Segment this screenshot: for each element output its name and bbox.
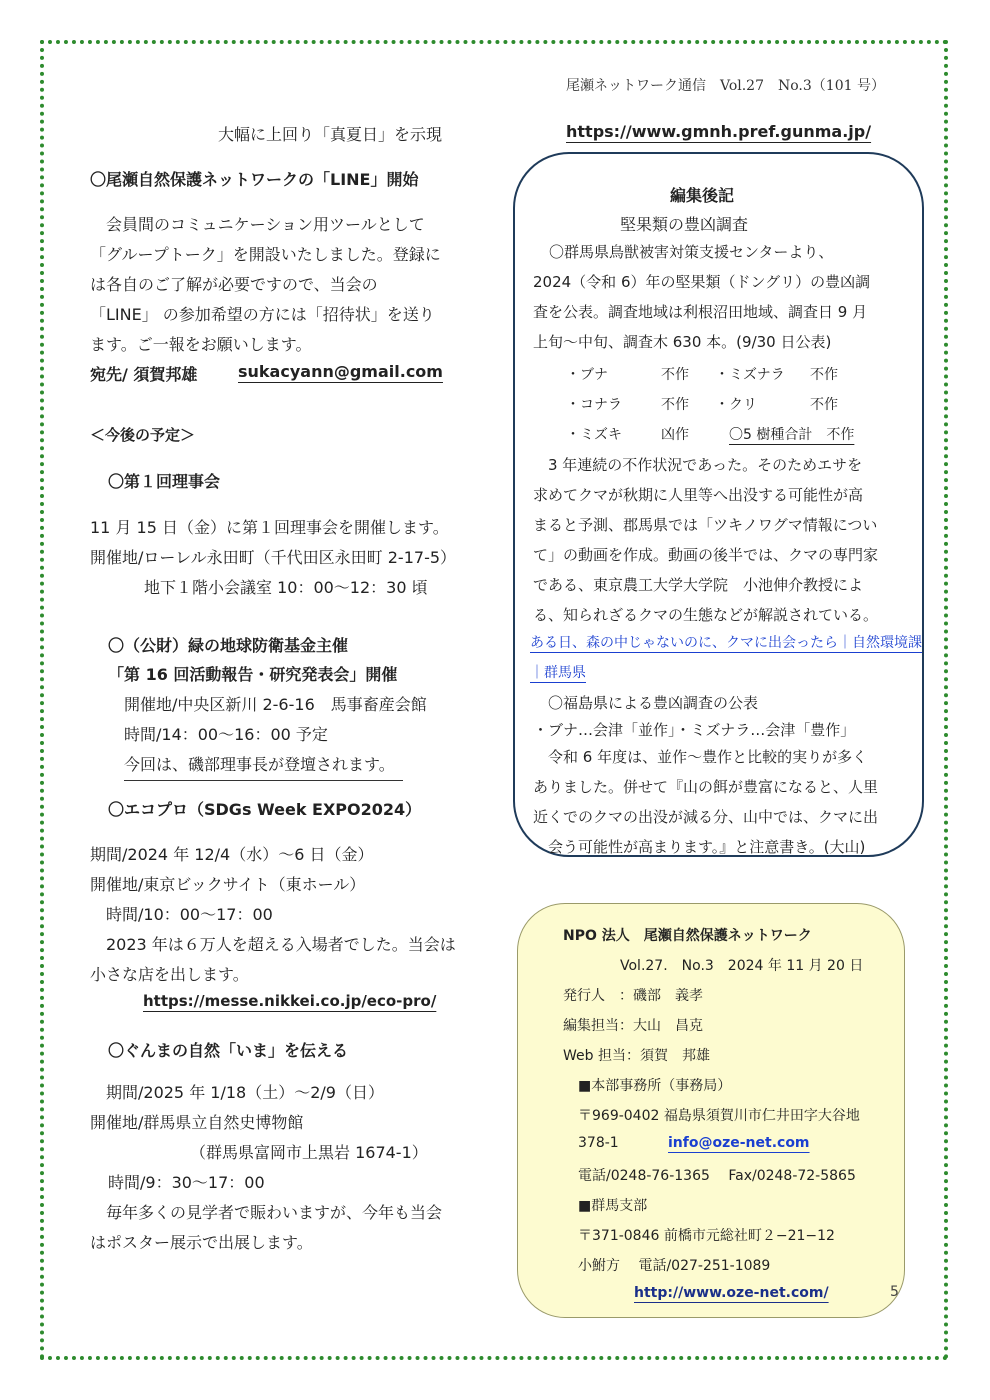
body-line: 時間/10：00〜17：00: [90, 905, 273, 924]
editor-note-body-2: [533, 450, 878, 630]
editor-note-body-1: [533, 237, 870, 357]
hq-address-2: 378-1: [578, 1135, 619, 1151]
body-line: 時間/9：30〜17：00: [108, 1173, 265, 1192]
hq-heading: ■本部事務所（事務局）: [578, 1078, 732, 1094]
editor-note-body-3: [533, 742, 878, 862]
board-meeting-body: [90, 513, 456, 603]
body-line: 開催地/群馬県立自然史博物館: [90, 1113, 304, 1132]
body-line: 毎年多くの見学者で賑わいますが、今年も当会: [90, 1203, 443, 1222]
editor-note-title: 編集後記: [670, 186, 735, 205]
body-line: 3 年連続の不作状況であった。そのためエサを: [533, 456, 863, 474]
org-name: NPO 法人 尾瀬自然保護ネットワーク: [563, 928, 812, 944]
body-line: 会う可能性が高まります。』と注意書き。(大山): [533, 838, 866, 856]
harvest-result: 凶作: [661, 427, 689, 443]
body-line: 上旬〜中旬、調査木 630 本。(9/30 日公表): [533, 333, 832, 351]
body-line: 近くでのクマの出没が減る分、山中では、クマに出: [533, 808, 879, 826]
page-number: 5: [890, 1284, 899, 1300]
body-line: 開催地/東京ビックサイト（東ホール）: [90, 875, 366, 894]
body-line: 会員間のコミュニケーション用ツールとして: [90, 215, 425, 234]
newsletter-header: 尾瀬ネットワーク通信 Vol.27 No.3（101 号）: [566, 78, 885, 94]
body-line: る、知られざるクマの生態などが解説されている。: [533, 606, 879, 624]
gunma-nature-body: [90, 1078, 442, 1258]
editor-in-charge: 編集担当：大山 昌克: [563, 1018, 703, 1034]
board-meeting-title: 〇第１回理事会: [108, 472, 221, 491]
body-line: ありました。併せて『山の餌が豊富になると、人里: [533, 778, 879, 796]
bear-video-link[interactable]: ある日、森の中じゃないのに、クマに出会ったら｜自然環境課: [530, 635, 922, 651]
ecopro-title: 〇エコプロ（SDGs Week EXPO2024）: [108, 800, 422, 819]
body-line: まると予測、郡馬県では「ツキノワグマ情報につい: [533, 516, 878, 534]
five-species-total: 〇5 樹種合計 不作: [729, 427, 855, 443]
issue-info: Vol.27. No.3 2024 年 11 月 20 日: [620, 958, 864, 974]
web-in-charge: Web 担当：須賀 邦雄: [563, 1048, 710, 1064]
publisher: 発行人 ：磯部 義孝: [563, 988, 703, 1004]
body-line: 査を公表。調査地域は利根沼田地域、調査日 9 月: [533, 303, 868, 321]
body-line: 〇群馬県鳥獣被害対策支援センターより、: [549, 243, 834, 261]
bear-video-link-cont[interactable]: ｜群馬県: [530, 665, 586, 681]
green-fund-note: 今回は、磯部理事長が登壇されます。: [124, 750, 403, 781]
tree-name: ・ブナ: [566, 367, 608, 383]
editor-note-subtitle: 堅果類の豊凶調査: [620, 215, 749, 234]
body-line: 令和 6 年度は、並作〜豊作と比較的実りが多く: [533, 748, 868, 766]
body-line: 「LINE」 の参加希望の方には「招待状」を送り: [90, 305, 435, 324]
top-url-link[interactable]: https://www.gmnh.pref.gunma.jp/: [566, 122, 872, 141]
harvest-result: 不作: [661, 367, 689, 383]
body-line: 11 月 15 日（金）に第１回理事会を開催します。: [90, 518, 449, 537]
hq-address: 〒969-0402 福島県須賀川市仁井田字大谷地: [578, 1108, 860, 1124]
line-section-body: [90, 210, 441, 360]
harvest-result: 不作: [810, 397, 838, 413]
schedule-heading: ＜今後の予定＞: [90, 426, 196, 444]
body-line: 時間/14：00〜16：00 予定: [124, 725, 328, 744]
nut-survey-table: [566, 360, 854, 450]
body-line: 開催地/ローレル永田町（千代田区永田町 2-17-5）: [90, 548, 457, 567]
body-line: 「グループトーク」を開設いたしました。登録に: [90, 245, 441, 264]
body-line: である、東京農工大学大学院 小池伸介教授によ: [533, 576, 864, 594]
table-row: [566, 360, 854, 390]
green-fund-title: 〇（公財）緑の地球防衛基金主催: [108, 636, 349, 655]
tree-name: ・コナラ: [566, 397, 622, 413]
top-left-fragment: 大幅に上回り「真夏日」を示現: [218, 125, 443, 144]
hq-email-link[interactable]: info@oze-net.com: [668, 1135, 810, 1151]
tree-name: ・ミズキ: [566, 427, 622, 443]
body-line: 2024（令和 6）年の堅果類（ドングリ）の豊凶調: [533, 273, 871, 291]
body-line: はポスター展示で出展します。: [90, 1233, 313, 1252]
green-fund-body: [124, 690, 427, 750]
body-line: て」の動画を作成。動画の後半では、クマの専門家: [533, 546, 879, 564]
table-row: [566, 420, 854, 450]
gunma-branch-phone: 小鮒方 電話/027-251-1089: [578, 1258, 771, 1274]
body-line: 期間/2024 年 12/4（水）〜6 日（金）: [90, 845, 374, 864]
ecopro-body: [90, 840, 456, 990]
body-line: 期間/2025 年 1/18（土）〜2/9（日）: [90, 1083, 384, 1102]
hq-phone-fax: 電話/0248-76-1365 Fax/0248-72-5865: [578, 1168, 856, 1184]
body-line: 小さな店を出します。: [90, 965, 249, 984]
fukushima-heading: 〇福島県による豊凶調査の公表: [548, 694, 759, 712]
ecopro-url-link[interactable]: https://messe.nikkei.co.jp/eco-pro/: [143, 992, 437, 1010]
tree-name: ・クリ: [715, 397, 757, 413]
table-row: [566, 390, 854, 420]
harvest-result: 不作: [661, 397, 689, 413]
body-line: 2023 年は６万人を超える入場者でした。当会は: [90, 935, 456, 954]
fukushima-result: ・ブナ…会津「並作」・ミズナラ…会津「豊作」: [533, 721, 856, 739]
body-line: 地下１階小会議室 10：00〜12：30 頃: [144, 578, 428, 597]
body-line: 開催地/中央区新川 2-6-16 馬事畜産会館: [124, 695, 427, 714]
body-line: は各自のご了解が必要ですので、当会の: [90, 275, 378, 294]
gunma-branch-heading: ■群馬支部: [578, 1198, 648, 1214]
line-section-title: 〇尾瀬自然保護ネットワークの「LINE」開始: [90, 170, 419, 189]
gunma-branch-address: 〒371-0846 前橋市元総社町２−21−12: [578, 1228, 835, 1244]
contact-label: 宛先/ 須賀邦雄: [90, 365, 198, 384]
green-fund-title-2: 「第 16 回活動報告・研究発表会」開催: [108, 665, 398, 684]
tree-name: ・ミズナラ: [715, 367, 785, 383]
org-website-link[interactable]: http://www.oze-net.com/: [634, 1285, 829, 1301]
gunma-nature-title: 〇ぐんまの自然「いま」を伝える: [108, 1041, 349, 1060]
body-line: ます。ご一報をお願いします。: [90, 335, 312, 354]
body-line: 求めてクマが秋期に人里等へ出没する可能性が高: [533, 486, 864, 504]
body-line: （群馬県富岡市上黒岩 1674-1）: [190, 1143, 428, 1162]
harvest-result: 不作: [810, 367, 838, 383]
contact-email-link[interactable]: sukacyann@gmail.com: [238, 362, 443, 381]
